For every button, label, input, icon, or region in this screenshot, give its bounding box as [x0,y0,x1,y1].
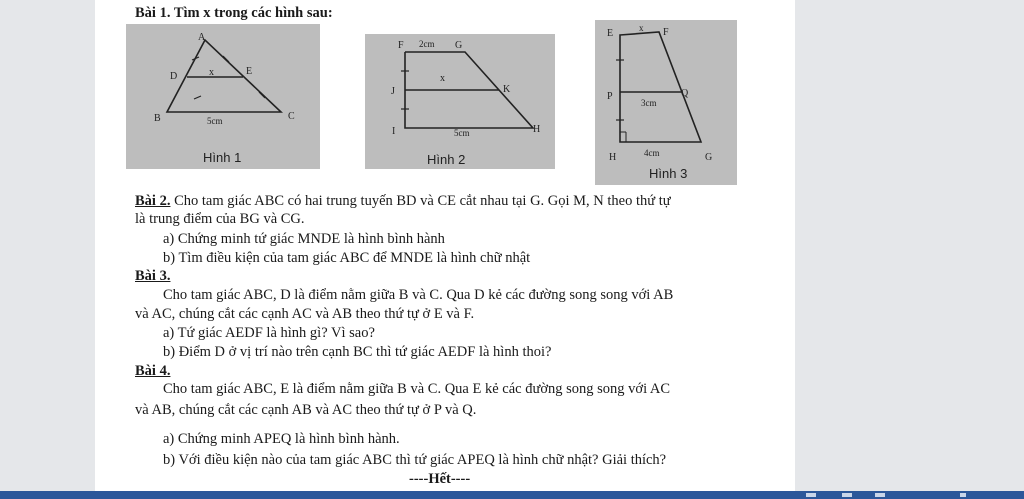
bai3-intro-1: Cho tam giác ABC, D là điểm nằm giữa B và C. Qua D kẻ các đường song song với AB [163,287,674,303]
fig3-label-pq: 3cm [641,98,657,108]
zoom-slider-thumb[interactable] [960,493,966,497]
print-layout-icon[interactable] [842,493,852,497]
bai3-heading: Bài 3. [135,268,171,284]
figure-3 [595,20,737,185]
view-mode-icon[interactable] [806,493,816,497]
fig1-label-bc: 5cm [207,116,223,126]
fig2-label-f: F [398,40,404,51]
fig1-label-e: E [246,66,253,77]
bai4-part-a: a) Chứng minh APEQ là hình bình hành. [163,431,400,447]
web-layout-icon[interactable] [875,493,885,497]
bai4-intro-2: và AB, chúng cắt các cạnh AB và AC theo thứ tự ở P và Q. [135,402,477,418]
fig2-label-k: K [503,84,511,95]
bai3-intro-2: và AC, chúng cắt các cạnh AC và AB theo thứ tự ở E và F. [135,306,475,322]
bai2-intro-1: Cho tam giác ABC có hai trung tuyến BD và CE cắt nhau tại G. Gọi M, N theo thứ tự [170,193,671,209]
bai2-part-a: a) Chứng minh tứ giác MNDE là hình bình hành [163,231,445,247]
bai4-heading: Bài 4. [135,363,171,379]
figure-3-diagram [595,20,737,185]
fig2-label-ih: 5cm [454,128,470,138]
bai4-part-b: b) Với điều kiện nào của tam giác ABC thì tứ giác APEQ là hình chữ nhật? Giải thích? [163,452,667,468]
fig3-label-hg: 4cm [644,148,660,158]
figure-2-caption: Hình 2 [427,152,466,167]
fig1-label-b: B [154,113,161,124]
figure-2 [365,34,555,169]
fig3-label-x: x [639,23,644,33]
fig1-label-x: x [209,67,214,78]
fig1-label-a: A [198,32,206,43]
bai1-title: Bài 1. Tìm x trong các hình sau: [135,5,333,21]
bai3-part-b: b) Điểm D ở vị trí nào trên cạnh BC thì tứ giác AEDF là hình thoi? [163,344,552,360]
fig2-label-x: x [440,73,445,84]
fig2-label-g: G [455,40,463,51]
figure-1-diagram [126,24,320,169]
end-marker: ----Hết---- [409,471,471,487]
figure-1-caption: Hình 1 [203,150,242,165]
fig1-label-d: D [170,71,178,82]
fig2-label-h: H [533,124,541,135]
figure-3-caption: Hình 3 [649,166,688,181]
figure-1 [126,24,320,169]
bai2-part-b: b) Tìm điều kiện của tam giác ABC để MNDE là hình chữ nhật [163,250,531,266]
bai2-intro-2: là trung điểm của BG và CG. [135,211,305,227]
fig2-label-j: J [391,86,395,97]
document-page [95,0,795,491]
bai4-intro-1: Cho tam giác ABC, E là điểm nằm giữa B và C. Qua E kẻ các đường song song với AC [163,381,671,397]
bai2-line-1 [135,192,671,210]
bai2-heading: Bài 2. [135,193,171,209]
fig3-label-q: Q [681,88,689,99]
fig3-label-h: H [609,152,617,163]
fig2-label-fg: 2cm [419,39,435,49]
fig3-label-p: P [607,91,613,102]
fig2-label-i: I [392,126,396,137]
fig1-label-c: C [288,111,295,122]
fig3-label-g: G [705,152,713,163]
fig3-label-e: E [607,28,614,39]
figure-2-diagram [365,34,555,169]
bai3-part-a: a) Tứ giác AEDF là hình gì? Vì sao? [163,325,375,341]
bottom-status-bar [0,491,1024,499]
fig3-label-f: F [663,27,669,38]
